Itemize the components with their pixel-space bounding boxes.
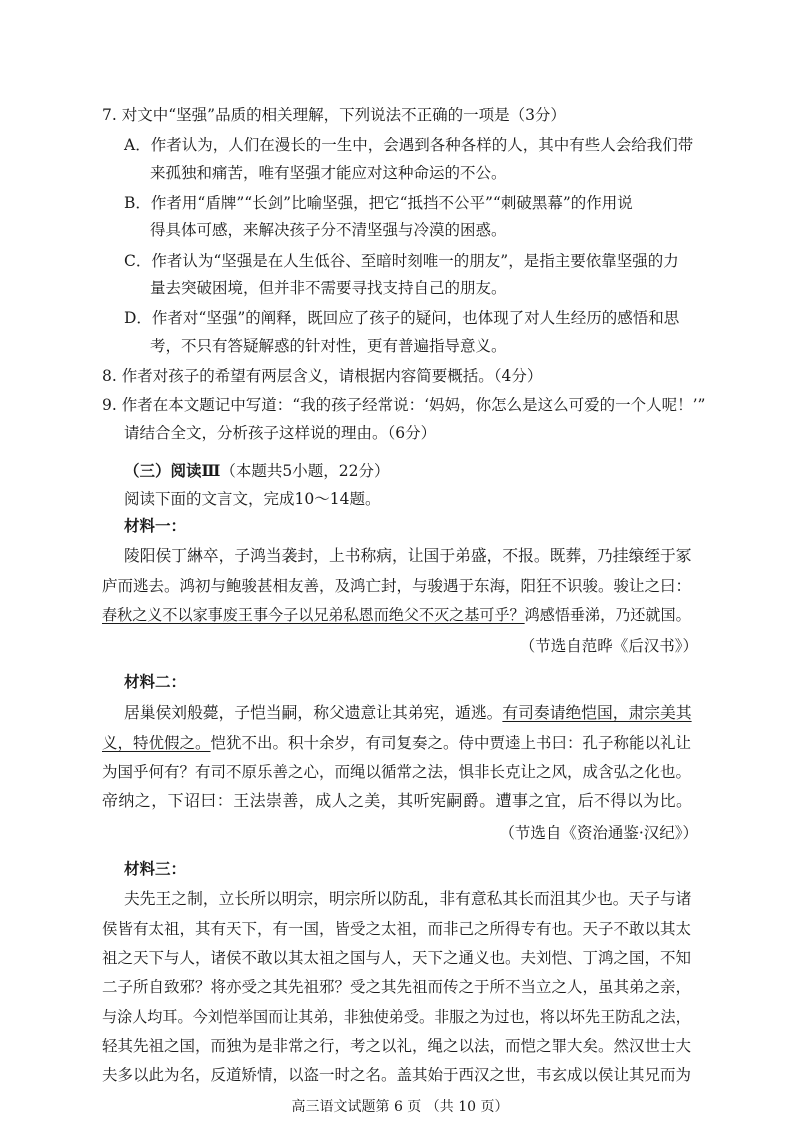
material-3-line6: 轻其先祖之国，而独为是非常之行，考之以礼，绳之以法，而恺之罪大矣。然汉世士大 — [102, 1037, 692, 1055]
material-2-source: （节选自《资治通鉴·汉纪》） — [499, 824, 698, 843]
question-7-option-c-line1: C．作者认为“坚强是在人生低谷、至暗时刻唯一的朋友”，是指主要依靠坚强的力 — [124, 251, 679, 270]
question-8: 8. 作者对孩子的希望有两层含义，请根据内容简要概括。（4分） — [102, 366, 543, 385]
question-9-line1: 9. 作者在本文题记中写道：“我的孩子经常说：‘妈妈，你怎么是这么可爱的一个人呢！’” — [102, 396, 706, 415]
material-1-line3-rest: 鸿感悟垂涕，乃还就国。 — [524, 605, 691, 624]
material-3-line5: 与涂人均耳。今刘恺举国而让其弟，非独使弟受。非服之为过也，将以坏先王防乱之法， — [102, 1007, 691, 1026]
material-3-line3: 祖之天下与人，诸侯不敢以其太祖之国与人，天下之通义也。夫刘恺、丁鸿之国，不知 — [102, 949, 692, 968]
material-2-line2-rest: 恺犹不出。积十余岁，有司复奏之。侍中贾逵上书曰：孔子称能以礼让 — [210, 733, 692, 752]
page-footer: 高三语文试题第 6 页 （共 10 页） — [291, 1099, 509, 1115]
material-1-label: 材料一： — [124, 516, 187, 536]
material-3-line7: 夫多以此为名，反道矫情，以盗一时之名。盖其始于西汉之世，韦玄成以侯让其兄而为 — [102, 1066, 692, 1084]
section-header — [124, 460, 389, 482]
material-1-line2: 庐而逃去。鸿初与鲍骏甚相友善，及鸿亡封，与骏遇于东海，阳狂不识骏。骏让之曰： — [102, 576, 692, 595]
material-2-line4: 帝纳之，下诏曰：王法崇善，成人之美，其听宪嗣爵。遭事之宜，后不得以为比。 — [102, 791, 693, 811]
material-3-line2: 侯皆有太祖，其有天下，有一国，皆受之太祖，而非己之所得专有也。天子不敢以其太 — [102, 919, 692, 938]
section-note: （本题共5小题，22分） — [220, 462, 390, 481]
question-7-option-d-line2: 考，不只有答疑解惑的针对性，更有普遍指导意义。 — [150, 336, 507, 355]
question-7-stem: 7. 对文中“坚强”品质的相关理解，下列说法不正确的一项是（3分） — [102, 106, 566, 124]
material-2-underlined-a: 有司奏请绝恺国，肃宗美其 — [502, 703, 692, 723]
material-3-label: 材料三： — [124, 859, 187, 879]
question-7-option-a-line2: 来孤独和痛苦，唯有坚强才能应对这种命运的不公。 — [150, 163, 507, 182]
material-3-line1: 夫先王之制，立长所以明宗，明宗所以防乱，非有意私其长而沮其少也。天子与诸 — [124, 889, 692, 909]
material-2-underlined-b: 义，特优假之。 — [102, 733, 211, 752]
material-1-line3 — [102, 604, 691, 626]
question-7-option-b-line2: 得具体可感，来解决孩子分不清坚强与冷漠的困惑。 — [150, 221, 507, 240]
material-2-label: 材料二： — [124, 672, 187, 692]
material-1-source: （节选自范晔《后汉书》） — [519, 637, 698, 656]
material-1-line1: 陵阳侯丁綝卒，子鸿当袭封，上书称病，让国于弟盛，不报。既葬，乃挂缞绖于冢 — [124, 546, 692, 566]
material-2-line3: 为国乎何有？有司不原乐善之心，而绳以循常之法，惧非长克让之风，成含弘之化也。 — [102, 762, 692, 781]
question-7-option-b-line1: B．作者用“盾牌”“长剑”比喻坚强，把它“抵挡不公平”“刺破黑幕”的作用说 — [124, 193, 633, 212]
question-7-option-a-line1: A．作者认为，人们在漫长的一生中，会遇到各种各样的人，其中有些人会给我们带 — [124, 136, 694, 155]
material-2-line1 — [124, 702, 692, 724]
question-9-line2: 请结合全文，分析孩子这样说的理由。（6分） — [124, 423, 437, 442]
question-7-option-d-line1: D．作者对“坚强”的阐释，既回应了孩子的疑问，也体现了对人生经历的感悟和思 — [124, 309, 680, 328]
material-2-line1-start: 居巢侯刘般薨，子恺当嗣，称父遗意让其弟宪，遁逃。 — [124, 703, 503, 723]
material-1-underlined-sentence: 春秋之义不以家事废王事今子以兄弟私恩而绝父不灭之基可乎？ — [102, 605, 525, 624]
section-title: （三）阅读Ⅲ — [124, 461, 221, 481]
material-2-line2 — [102, 732, 691, 754]
question-7-option-c-line2: 量去突破困境，但并非不需要寻找支持自己的朋友。 — [150, 278, 507, 297]
material-3-line4: 二子所自致邪？将亦受之其先祖邪？受之其先祖而传之于所不当立之人，虽其弟之亲， — [102, 978, 692, 997]
section-instruction: 阅读下面的文言文，完成10～14题。 — [124, 489, 381, 508]
